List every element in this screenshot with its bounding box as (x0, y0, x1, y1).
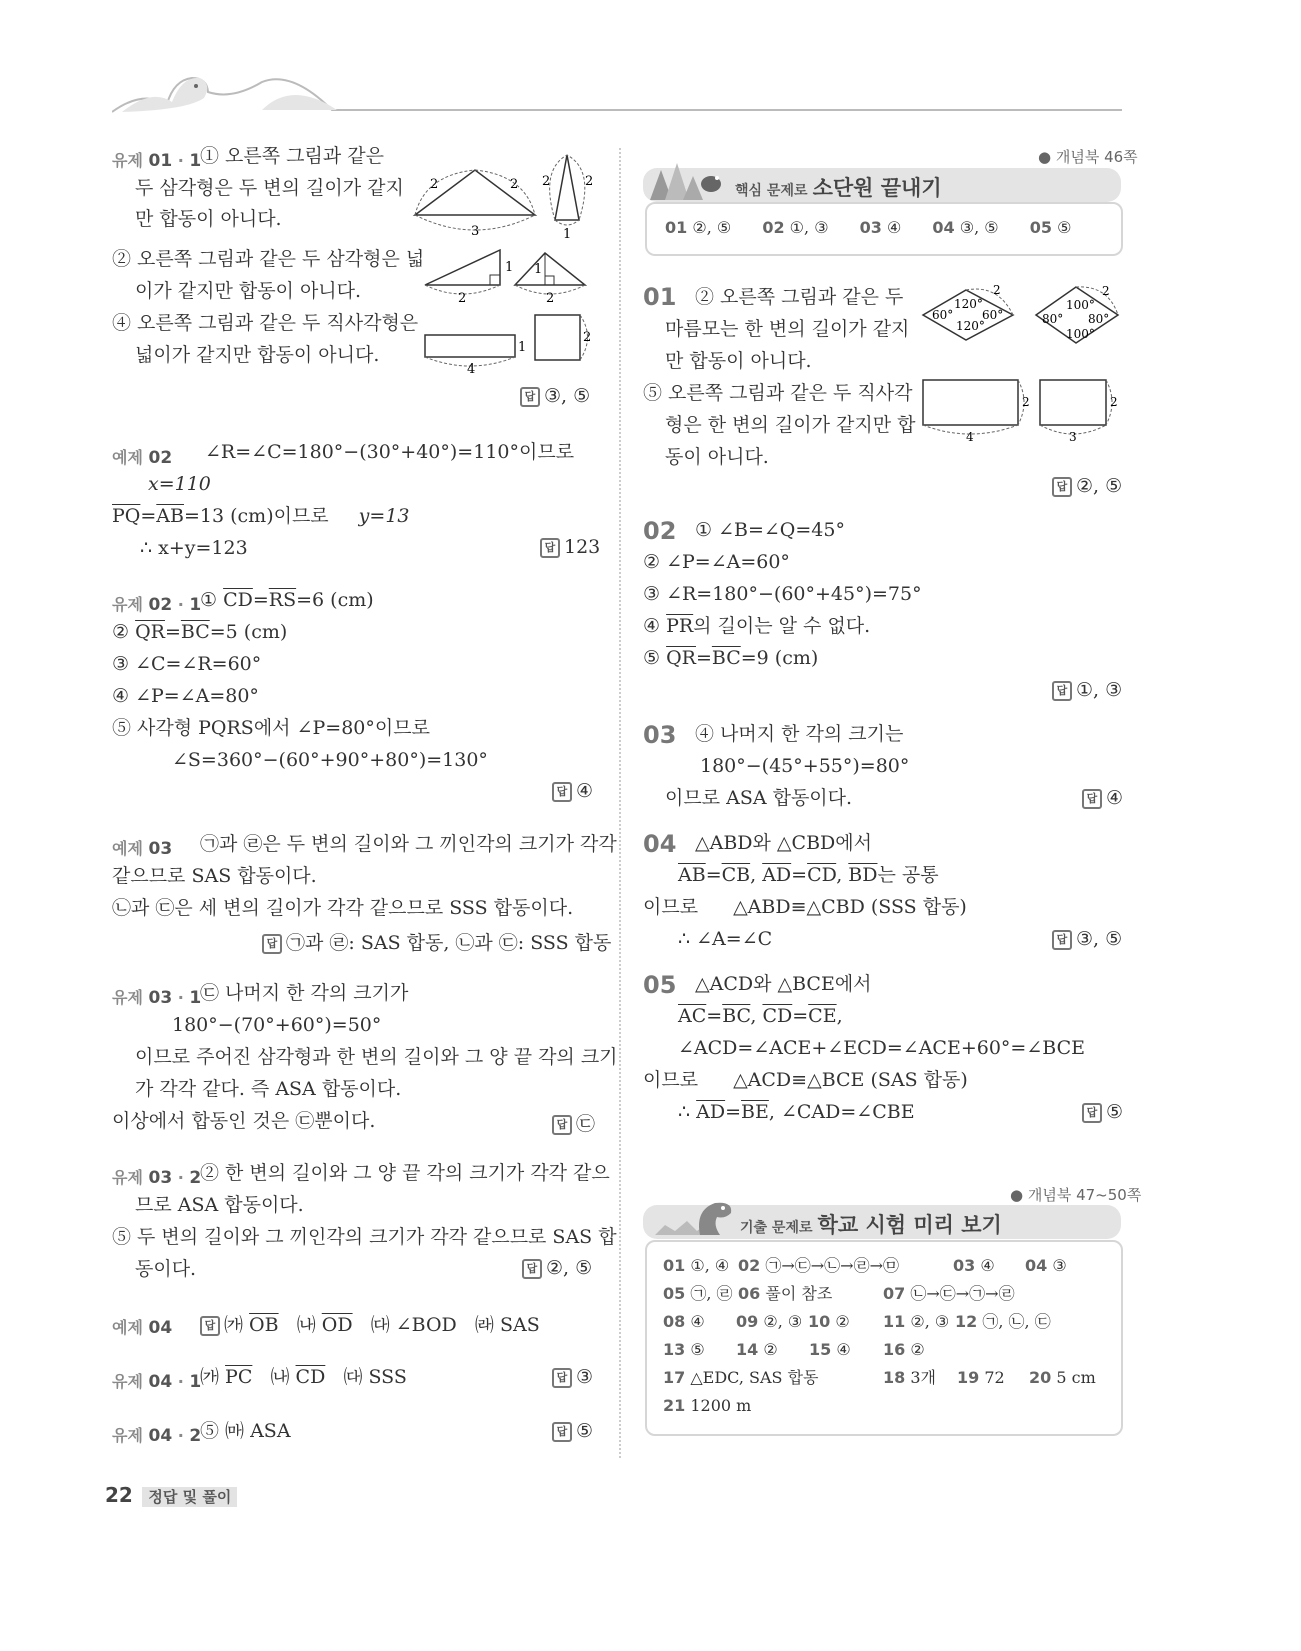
problem-label: 유제 03 · 1 (112, 988, 202, 1008)
text-line: ㈎ $\overline{PC}$ ㈏ $\overline{CD}$ ㈐ SSS (200, 1366, 407, 1388)
figure-right-triangles (420, 245, 595, 305)
problem-number: 01 (643, 283, 677, 311)
text-line: 형은 한 변의 길이가 같지만 합 (665, 414, 916, 436)
answer-row: 21 1200 m (663, 1396, 752, 1415)
problem-label: 예제 03 (112, 839, 173, 859)
answer: 답 ①, ③ (1052, 679, 1122, 701)
text-line: ④ 오른쪽 그림과 같은 두 직사각형은 (112, 312, 419, 334)
text-line: $\overline{AB}=\overline{CB}$, $\overline{AD}=\overline{CD}$, $\overline{BD}$는 공통 (678, 864, 939, 886)
svg-text:2: 2 (510, 177, 519, 192)
text-line: 가 각각 같다. 즉 ASA 합동이다. (135, 1078, 402, 1100)
svg-text:2: 2 (458, 291, 467, 305)
text-line: ∠S=360°−(60°+90°+80°)=130° (172, 749, 488, 771)
answer: 답 ③, ⑤ (1052, 928, 1122, 950)
svg-text:2: 2 (583, 330, 592, 345)
svg-text:1: 1 (505, 260, 514, 275)
text-line: 동이 아니다. (665, 446, 769, 468)
text-line: 넓이가 같지만 합동이 아니다. (135, 344, 380, 366)
banner-title: 기출 문제로 학교 시험 미리 보기 (740, 1213, 1002, 1237)
answer: 답 ⑤ (552, 1420, 593, 1442)
text-line: 만 합동이 아니다. (665, 350, 812, 372)
page-footer (105, 1483, 237, 1507)
answer-row: 17 △EDC, SAS 합동 18 3개 19 72 20 5 cm (663, 1368, 1096, 1387)
svg-text:80°: 80° (1088, 312, 1110, 326)
problem-label: 유제 04 · 2 (112, 1426, 202, 1446)
text-line: 이므로 주어진 삼각형과 한 변의 길이와 그 양 끝 각의 크기 (135, 1046, 618, 1068)
text-line: ⑤ 오른쪽 그림과 같은 두 직사각 (643, 382, 913, 404)
svg-text:2: 2 (1022, 395, 1030, 409)
svg-text:1: 1 (518, 340, 527, 355)
text-line: 180°−(45°+55°)=80° (700, 755, 910, 777)
text-line: △ACD와 △BCE에서 (695, 973, 872, 995)
svg-text:60°: 60° (932, 308, 954, 322)
answer: 답 ㉢ (552, 1109, 595, 1136)
answer: 답 ④ (552, 780, 593, 802)
text-line: ∴ $\overline{AD}=\overline{BE}$, ∠CAD=∠CBE (678, 1101, 915, 1123)
figure-rectangles-right (918, 375, 1123, 445)
svg-text:1: 1 (534, 262, 543, 277)
problem-number: 03 (643, 721, 677, 749)
text-line: ① $\overline{CD}=\overline{RS}=6$ (cm) (200, 589, 374, 611)
text-line: ④ 나머지 한 각의 크기는 (695, 723, 904, 745)
answer: 답 ③ (552, 1366, 593, 1388)
answer-row: 01 ①, ④ 02 ㉠→㉢→㉡→㉣→㉤ 03 ④ 04 ③ (663, 1256, 1067, 1275)
answer: 답 ②, ⑤ (522, 1257, 592, 1279)
answer: 답 ㉠과 ㉣: SAS 합동, ㉡과 ㉢: SSS 합동 (262, 928, 611, 955)
problem-label: 유제 04 · 1 (112, 1372, 202, 1392)
text-line: $\overline{PQ}=\overline{AB}=13$ (cm)이므로 y=13 (112, 505, 410, 527)
text-line: 이므로 ASA 합동이다. (665, 787, 853, 809)
text-line: 같으므로 SAS 합동이다. (112, 865, 317, 887)
text-line: ④ $\overline{PR}$의 길이는 알 수 없다. (643, 615, 871, 637)
text-line: ⑤ ㈒ ASA (200, 1420, 291, 1442)
text-line: ② 한 변의 길이와 그 양 끝 각의 크기가 각각 같으 (200, 1162, 610, 1184)
text-line: $\overline{AC}=\overline{BC}$, $\overline{CD}=\overline{CE}$, (678, 1005, 843, 1027)
page-number: 22 (105, 1483, 133, 1507)
text-line: ② ∠P=∠A=60° (643, 551, 790, 573)
text-line: ① ∠B=∠Q=45° (695, 519, 845, 541)
svg-text:4: 4 (467, 362, 476, 377)
text-line: ⑤ 두 변의 길이와 그 끼인각의 크기가 각각 같으므로 SAS 합 (112, 1226, 617, 1248)
svg-text:1: 1 (563, 227, 572, 240)
text-line: ㉢ 나머지 한 각의 크기가 (200, 982, 409, 1004)
svg-text:2: 2 (542, 174, 551, 189)
text-line: 므로 ASA 합동이다. (135, 1194, 304, 1216)
text-line: ③ ∠R=180°−(60°+45°)=75° (643, 583, 922, 605)
answer-box-row: 01 ②, ⑤ 02 ①, ③ 03 ④ 04 ③, ⑤ 05 ⑤ (665, 218, 1072, 237)
svg-text:80°: 80° (1042, 312, 1064, 326)
figure-rhombuses (918, 282, 1123, 352)
answer-row: 13 ⑤ 14 ② 15 ④ 16 ② (663, 1340, 925, 1359)
svg-text:120°: 120° (954, 297, 983, 311)
text-line: 이상에서 합동인 것은 ㉢뿐이다. (112, 1110, 376, 1132)
text-line: ∠R=∠C=180°−(30°+40°)=110°이므로 (205, 441, 575, 463)
text-line: ∠ACD=∠ACE+∠ECD=∠ACE+60°=∠BCE (678, 1037, 1085, 1059)
answer: 답 ②, ⑤ (1052, 475, 1122, 497)
text-line: ⑤ $\overline{QR}=\overline{BC}=9$ (cm) (643, 647, 819, 669)
svg-text:100°: 100° (1066, 298, 1095, 312)
svg-text:4: 4 (966, 430, 974, 444)
svg-text:2: 2 (1102, 284, 1110, 298)
figure-rectangles (420, 310, 595, 380)
svg-text:3: 3 (471, 224, 480, 239)
text-line: ㉠과 ㉣은 두 변의 길이와 그 끼인각의 크기가 각각 (200, 833, 617, 855)
svg-text:2: 2 (993, 283, 1001, 297)
problem-label: 유제 03 · 2 (112, 1168, 202, 1188)
text-line: ∴ x+y=123 (140, 537, 248, 559)
text-line: 두 삼각형은 두 변의 길이가 같지 (135, 177, 404, 199)
svg-text:2: 2 (546, 291, 555, 305)
problem-number: 05 (643, 971, 677, 999)
text-line: ② $\overline{QR}=\overline{BC}=5$ (cm) (112, 621, 288, 643)
svg-text:2: 2 (430, 177, 439, 192)
text-line: 180°−(70°+60°)=50° (172, 1014, 382, 1036)
text-line: ② 오른쪽 그림과 같은 두 (695, 286, 904, 308)
answer: 답 ④ (1082, 787, 1123, 809)
column-divider (619, 148, 621, 1458)
text-line: ㉡과 ㉢은 세 변의 길이가 각각 같으므로 SSS 합동이다. (112, 897, 574, 919)
text-line: 만 합동이 아니다. (135, 208, 282, 230)
text-line: △ABD와 △CBD에서 (695, 832, 872, 854)
answer: 답 ㈎ $\overline{OB}$ ㈏ $\overline{OD}$ ㈐ ∠BOD ㈑ SAS (200, 1310, 540, 1337)
answer: 답 ③, ⑤ (520, 385, 590, 407)
text-line: ③ ∠C=∠R=60° (112, 653, 262, 675)
problem-label: 유제 02 · 1 (112, 595, 202, 615)
problem-label: 예제 02 (112, 448, 173, 468)
answer: 답 123 (540, 536, 600, 558)
footer-title: 정답 및 풀이 (142, 1487, 237, 1507)
problem-number: 04 (643, 830, 677, 858)
answer-box (645, 202, 1123, 256)
figure-isosceles-triangles (405, 150, 595, 240)
text-line: 이므로 △ABD≡△CBD (SSS 합동) (643, 896, 967, 918)
text-line: 마름모는 한 변의 길이가 같지 (665, 318, 910, 340)
concept-reference: ● 개념북 46쪽 (1038, 148, 1138, 166)
dinosaur-icon (645, 1195, 735, 1239)
answer: 답 ⑤ (1082, 1101, 1123, 1123)
problem-label: 예제 04 (112, 1318, 173, 1338)
text-line: 동이다. (135, 1258, 197, 1280)
answer-row: 05 ㉠, ㉣ 06 풀이 참조 07 ㉡→㉢→㉠→㉣ (663, 1284, 1015, 1303)
problem-label: 유제 01 · 1 (112, 151, 202, 171)
svg-text:3: 3 (1069, 430, 1077, 444)
text-line: ④ ∠P=∠A=80° (112, 685, 259, 707)
text-line: 이므로 △ACD≡△BCE (SAS 합동) (643, 1069, 968, 1091)
banner-title: 핵심 문제로 소단원 끝내기 (735, 176, 942, 200)
text-line: x=110 (148, 473, 211, 495)
text-line: ① 오른쪽 그림과 같은 (200, 145, 384, 167)
svg-text:60°: 60° (982, 308, 1004, 322)
text-line: ② 오른쪽 그림과 같은 두 삼각형은 넓 (112, 248, 425, 270)
text-line: ∴ ∠A=∠C (678, 928, 773, 950)
text-line: ⑤ 사각형 PQRS에서 ∠P=80°이므로 (112, 717, 430, 739)
text-line: 이가 같지만 합동이 아니다. (135, 280, 362, 302)
answer-row: 08 ④ 09 ②, ③ 10 ② 11 ②, ③ 12 ㉠, ㉡, ㉢ (663, 1312, 1051, 1331)
header-decoration (112, 70, 1122, 120)
svg-text:120°: 120° (956, 319, 985, 333)
svg-text:2: 2 (1110, 395, 1118, 409)
svg-text:100°: 100° (1066, 327, 1095, 341)
concept-reference: ● 개념북 47~50쪽 (1010, 1186, 1142, 1204)
svg-text:2: 2 (585, 174, 594, 189)
answer-grid (663, 1252, 1096, 1420)
problem-number: 02 (643, 517, 677, 545)
trees-bird-icon (645, 158, 725, 202)
